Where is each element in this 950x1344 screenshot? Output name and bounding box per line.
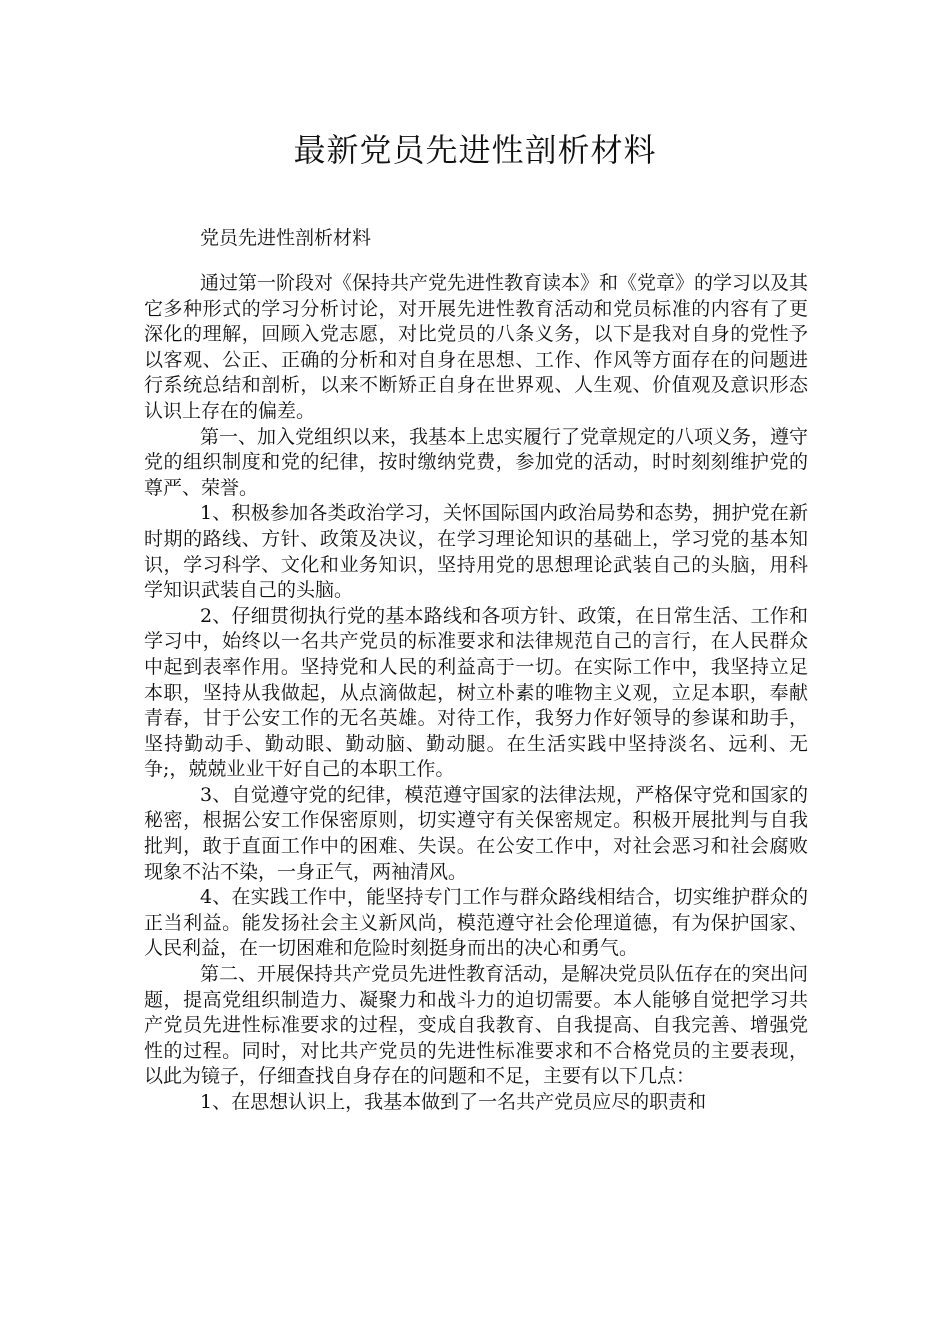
paragraph-item-4: 4、在实践工作中，能坚持专门工作与群众路线相结合，切实维护群众的正当利益。能发扬社会主义新风尚，模范遵守社会伦理道德，有为保护国家、人民利益，在一切困难和危险时刻挺身而出的决心和勇气。 (144, 886, 808, 960)
paragraph-section-1: 第一、加入党组织以来，我基本上忠实履行了党章规定的八项义务，遵守党的组织制度和党的纪律，按时缴纳党费，参加党的活动，时时刻刻维护党的尊严、荣誉。 (144, 425, 809, 499)
paragraph-item-2: 2、仔细贯彻执行党的基本路线和各项方针、政策，在日常生活、工作和学习中，始终以一名共产党员的标准要求和法律规范自己的言行，在人民群众中起到表率作用。坚持党和人民的利益高于一切。在实际工作中，我坚持立足本职，坚持从我做起，从点滴做起，树立朴素的唯物主义观，立足本职，奉献青春，甘于公安工作的无名英雄。对待工作，我努力作好领导的参谋和助手，坚持勤动手、勤动眼、勤动脑、勤动腿。在生活实践中坚持淡名、远利、无争;，兢兢业业干好自己的本职工作。 (144, 604, 808, 781)
document-body (144, 271, 808, 1116)
paragraph-item-3: 3、自觉遵守党的纪律，模范遵守国家的法律法规，严格保守党和国家的秘密，根据公安工作保密原则，切实遵守有关保密规定。积极开展批判与自我批判，敢于直面工作中的困难、失误。在公安工作中，对社会恶习和社会腐败现象不沾不染，一身正气，两袖清风。 (144, 783, 808, 883)
document-title: 最新党员先进性剖析材料 (293, 131, 657, 169)
paragraph-item-2-1: 1、在思想认识上，我基本做到了一名共产党员应尽的职责和 (200, 1091, 707, 1113)
paragraph-section-2: 第二、开展保持共产党员先进性教育活动，是解决党员队伍存在的突出问题，提高党组织制造力、凝聚力和战斗力的迫切需要。本人能够自觉把学习共产党员先进性标准要求的过程，变成自我教育、自我提高、自我完善、增强党性的过程。同时，对比共产党员的先进性标准要求和不合格党员的主要表现，以此为镜子，仔细查找自身存在的问题和不足，主要有以下几点： (144, 963, 809, 1088)
paragraph-item-1: 1、积极参加各类政治学习，关怀国际国内政治局势和态势，拥护党在新时期的路线、方针、政策及决议，在学习理论知识的基础上，学习党的基本知识，学习科学、文化和业务知识，坚持用党的思想理论武装自己的头脑，用科学知识武装自己的头脑。 (144, 502, 808, 602)
document-subtitle: 党员先进性剖析材料 (200, 227, 372, 249)
paragraph-intro: 通过第一阶段对《保持共产党先进性教育读本》和《党章》的学习以及其它多种形式的学习分析讨论，对开展先进性教育活动和党员标准的内容有了更深化的理解，回顾入党志愿，对比党员的八条义务，以下是我对自身的党性予以客观、公正、正确的分析和对自身在思想、工作、作风等方面存在的问题进行系统总结和剖析，以来不断矫正自身在世界观、人生观、价值观及意识形态认识上存在的偏差。 (144, 272, 809, 422)
